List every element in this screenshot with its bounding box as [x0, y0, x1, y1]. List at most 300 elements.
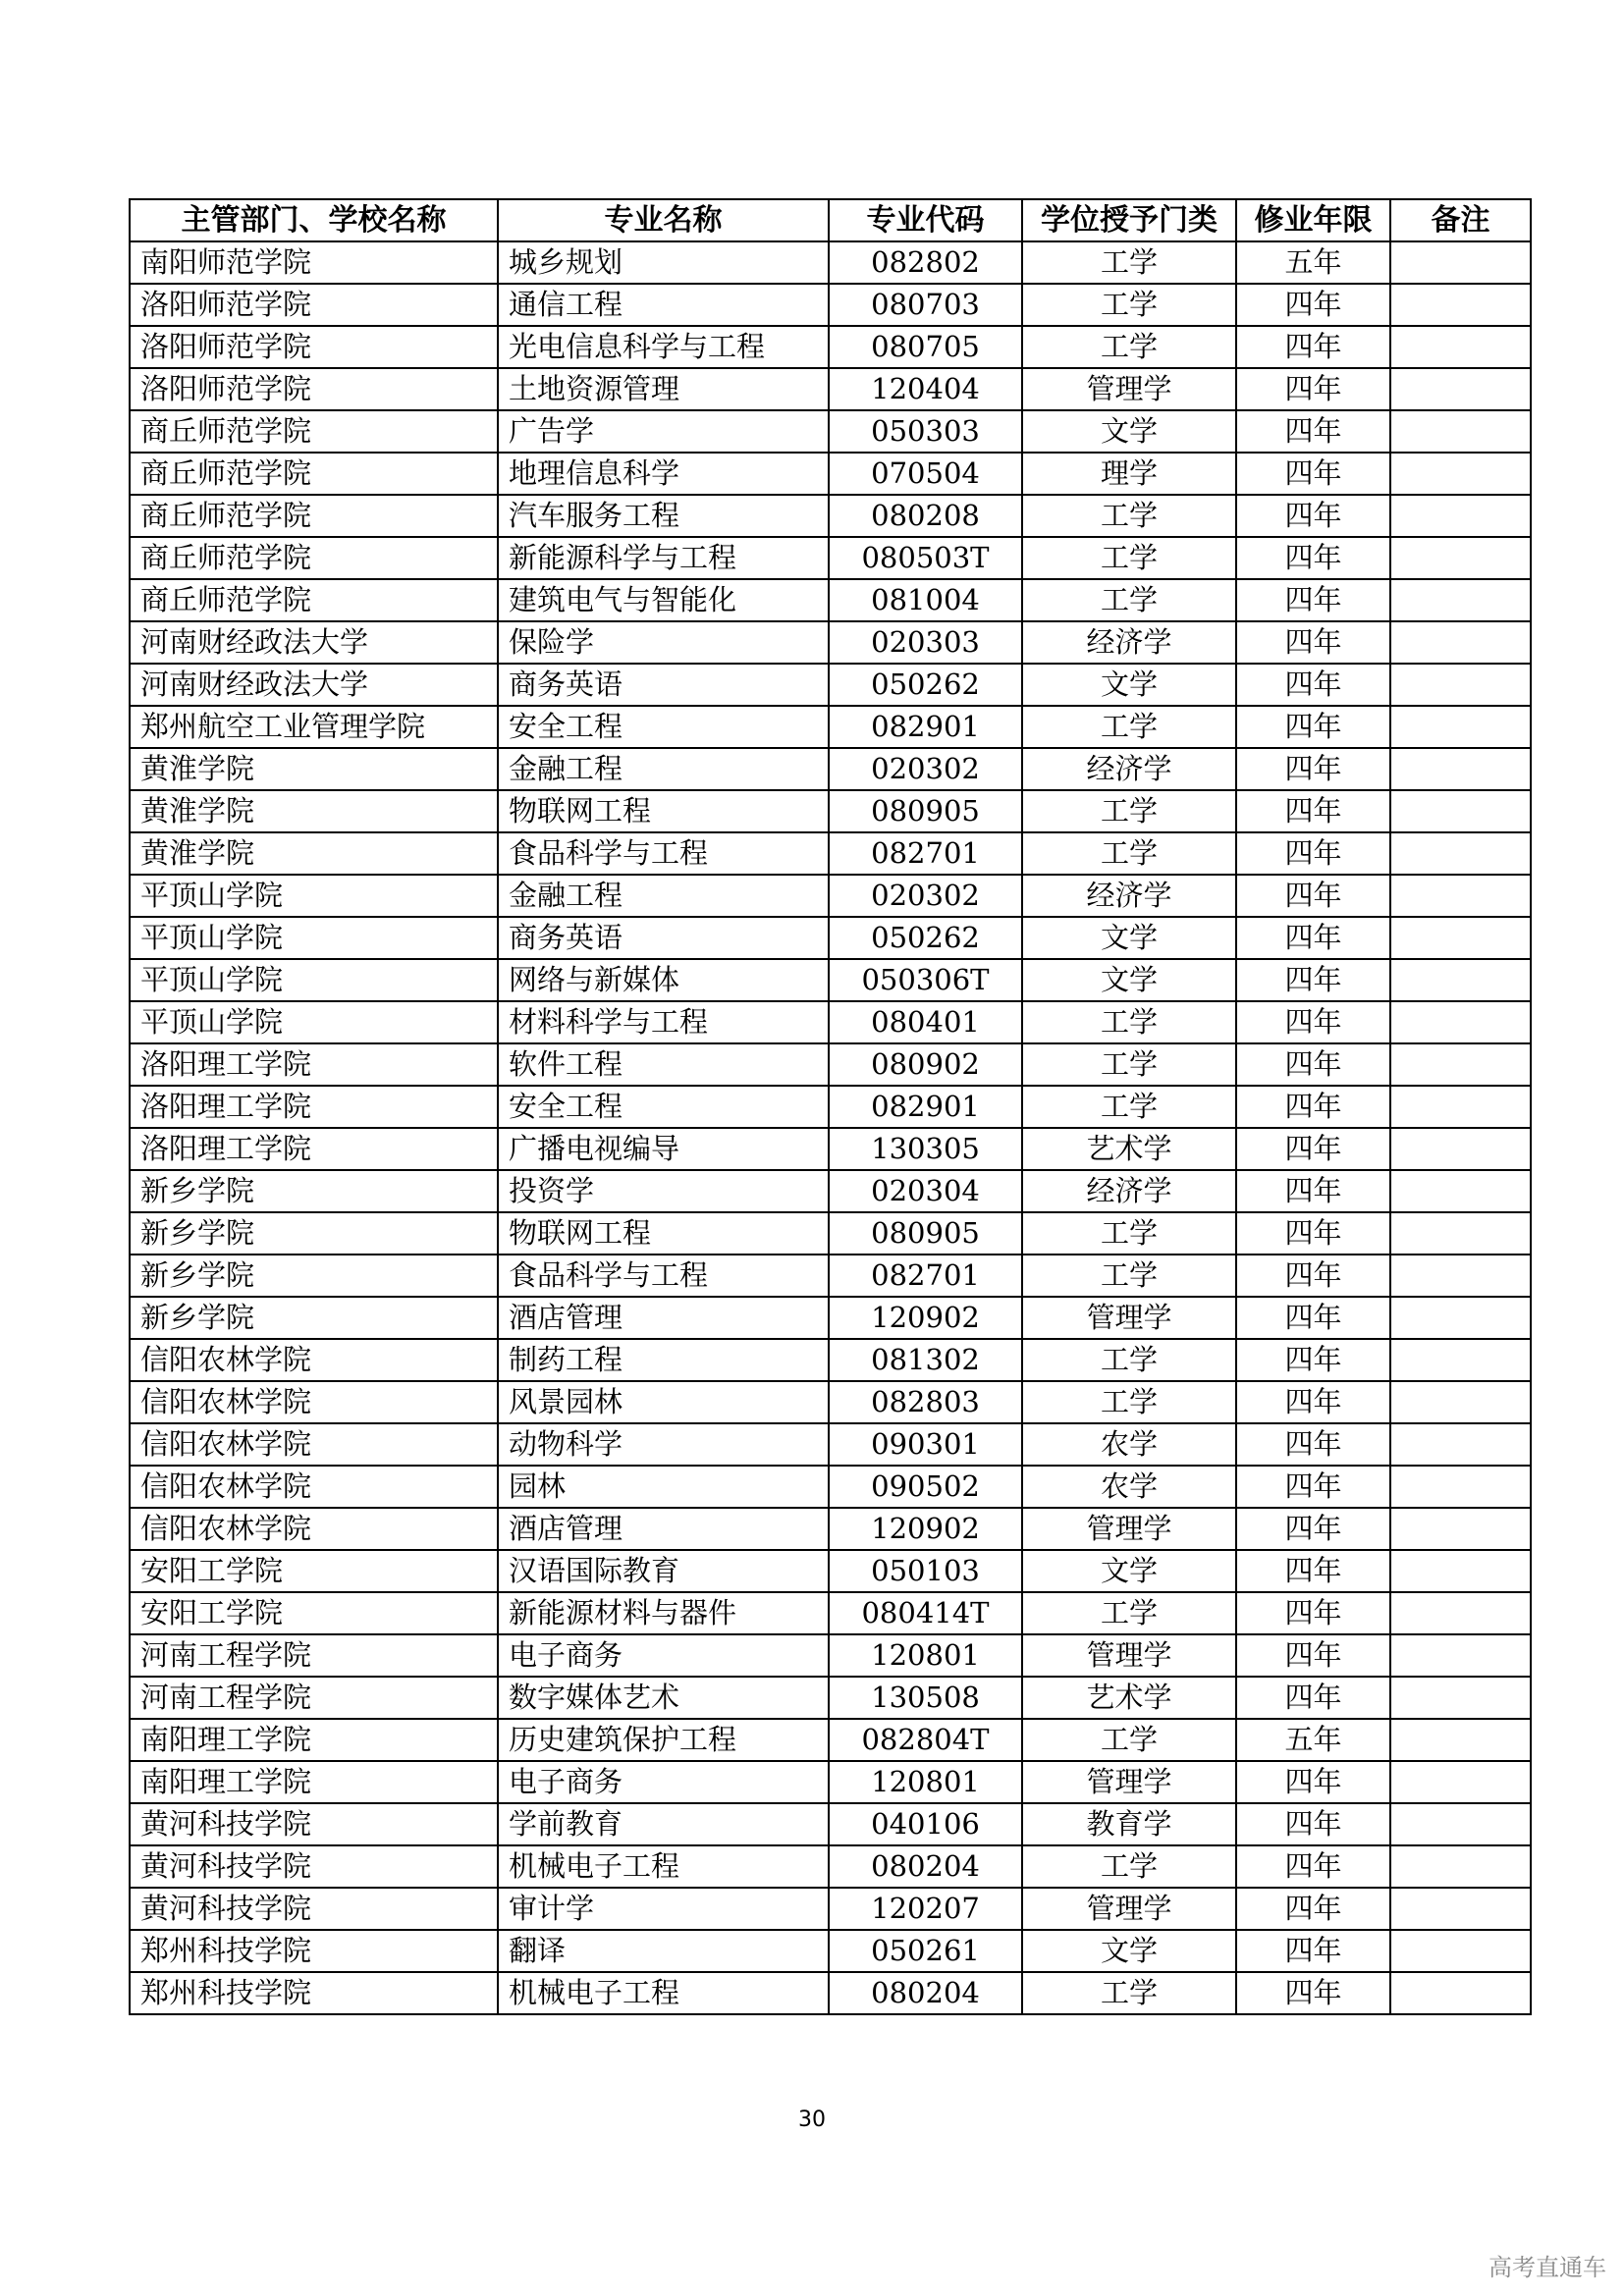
- cell-major-name: 食品科学与工程: [498, 1255, 829, 1297]
- cell-remarks: [1390, 1803, 1531, 1845]
- cell-remarks: [1390, 832, 1531, 875]
- cell-remarks: [1390, 1255, 1531, 1297]
- cell-school: 洛阳理工学院: [130, 1086, 498, 1128]
- cell-remarks: [1390, 241, 1531, 284]
- cell-remarks: [1390, 1972, 1531, 2014]
- cell-degree-category: 工学: [1022, 706, 1236, 748]
- cell-major-code: 081302: [829, 1339, 1022, 1381]
- cell-duration: 四年: [1236, 1634, 1390, 1677]
- col-header-remarks: 备注: [1390, 199, 1531, 241]
- cell-major-code: 080902: [829, 1043, 1022, 1086]
- cell-duration: 四年: [1236, 1381, 1390, 1423]
- cell-duration: 四年: [1236, 917, 1390, 959]
- cell-major-name: 商务英语: [498, 917, 829, 959]
- table-row: [130, 875, 1531, 917]
- cell-remarks: [1390, 1677, 1531, 1719]
- cell-degree-category: 农学: [1022, 1466, 1236, 1508]
- cell-remarks: [1390, 1212, 1531, 1255]
- cell-degree-category: 工学: [1022, 284, 1236, 326]
- table-row: [130, 410, 1531, 453]
- cell-major-name: 电子商务: [498, 1761, 829, 1803]
- cell-school: 河南财经政法大学: [130, 621, 498, 664]
- cell-remarks: [1390, 579, 1531, 621]
- table-row: [130, 1930, 1531, 1972]
- cell-degree-category: 工学: [1022, 1972, 1236, 2014]
- cell-remarks: [1390, 1339, 1531, 1381]
- cell-major-name: 物联网工程: [498, 1212, 829, 1255]
- table-row: [130, 1128, 1531, 1170]
- cell-degree-category: 工学: [1022, 1043, 1236, 1086]
- cell-school: 商丘师范学院: [130, 453, 498, 495]
- cell-school: 平顶山学院: [130, 917, 498, 959]
- cell-degree-category: 工学: [1022, 1212, 1236, 1255]
- cell-major-name: 酒店管理: [498, 1508, 829, 1550]
- table-row: [130, 1212, 1531, 1255]
- cell-duration: 四年: [1236, 664, 1390, 706]
- cell-school: 黄河科技学院: [130, 1803, 498, 1845]
- cell-major-code: 050261: [829, 1930, 1022, 1972]
- cell-duration: 四年: [1236, 1043, 1390, 1086]
- cell-major-name: 机械电子工程: [498, 1972, 829, 2014]
- table-row: [130, 917, 1531, 959]
- cell-duration: 四年: [1236, 1677, 1390, 1719]
- cell-degree-category: 工学: [1022, 1592, 1236, 1634]
- cell-major-name: 动物科学: [498, 1423, 829, 1466]
- cell-major-code: 082804T: [829, 1719, 1022, 1761]
- cell-remarks: [1390, 1930, 1531, 1972]
- table-row: [130, 579, 1531, 621]
- cell-duration: 四年: [1236, 1845, 1390, 1888]
- cell-degree-category: 工学: [1022, 1339, 1236, 1381]
- cell-remarks: [1390, 790, 1531, 832]
- cell-remarks: [1390, 1508, 1531, 1550]
- cell-major-code: 090301: [829, 1423, 1022, 1466]
- cell-school: 商丘师范学院: [130, 495, 498, 537]
- cell-major-code: 120902: [829, 1297, 1022, 1339]
- cell-remarks: [1390, 1550, 1531, 1592]
- cell-duration: 四年: [1236, 1212, 1390, 1255]
- cell-major-name: 新能源科学与工程: [498, 537, 829, 579]
- cell-duration: 四年: [1236, 1001, 1390, 1043]
- cell-school: 商丘师范学院: [130, 410, 498, 453]
- cell-major-code: 050262: [829, 664, 1022, 706]
- cell-remarks: [1390, 1001, 1531, 1043]
- table-row: [130, 1592, 1531, 1634]
- cell-major-code: 082701: [829, 832, 1022, 875]
- cell-major-code: 120207: [829, 1888, 1022, 1930]
- cell-degree-category: 管理学: [1022, 368, 1236, 410]
- cell-major-name: 商务英语: [498, 664, 829, 706]
- cell-major-code: 020303: [829, 621, 1022, 664]
- cell-major-code: 120801: [829, 1634, 1022, 1677]
- cell-major-name: 汉语国际教育: [498, 1550, 829, 1592]
- cell-duration: 四年: [1236, 1255, 1390, 1297]
- cell-duration: 四年: [1236, 748, 1390, 790]
- cell-major-code: 120404: [829, 368, 1022, 410]
- table-row: [130, 1508, 1531, 1550]
- cell-major-name: 酒店管理: [498, 1297, 829, 1339]
- cell-remarks: [1390, 1845, 1531, 1888]
- cell-degree-category: 文学: [1022, 1930, 1236, 1972]
- cell-major-code: 080905: [829, 1212, 1022, 1255]
- cell-major-code: 020302: [829, 748, 1022, 790]
- cell-duration: 四年: [1236, 1592, 1390, 1634]
- cell-major-code: 080503T: [829, 537, 1022, 579]
- cell-school: 河南工程学院: [130, 1677, 498, 1719]
- cell-school: 新乡学院: [130, 1170, 498, 1212]
- table-row: [130, 1466, 1531, 1508]
- cell-major-name: 网络与新媒体: [498, 959, 829, 1001]
- cell-duration: 五年: [1236, 1719, 1390, 1761]
- table-row: [130, 1086, 1531, 1128]
- col-header-degree-category: 学位授予门类: [1022, 199, 1236, 241]
- cell-degree-category: 经济学: [1022, 621, 1236, 664]
- majors-table: [129, 198, 1532, 2015]
- col-header-duration: 修业年限: [1236, 199, 1390, 241]
- cell-duration: 四年: [1236, 832, 1390, 875]
- table-row: [130, 537, 1531, 579]
- cell-duration: 四年: [1236, 1888, 1390, 1930]
- cell-degree-category: 工学: [1022, 1719, 1236, 1761]
- cell-major-name: 安全工程: [498, 706, 829, 748]
- table-row: [130, 706, 1531, 748]
- cell-degree-category: 管理学: [1022, 1634, 1236, 1677]
- cell-duration: 四年: [1236, 1339, 1390, 1381]
- watermark-text: 高考直通车: [1489, 2254, 1606, 2281]
- table-row: [130, 1297, 1531, 1339]
- cell-major-code: 080204: [829, 1972, 1022, 2014]
- cell-duration: 四年: [1236, 579, 1390, 621]
- cell-duration: 四年: [1236, 1803, 1390, 1845]
- cell-major-name: 食品科学与工程: [498, 832, 829, 875]
- table-row: [130, 748, 1531, 790]
- cell-remarks: [1390, 453, 1531, 495]
- cell-major-name: 光电信息科学与工程: [498, 326, 829, 368]
- cell-degree-category: 工学: [1022, 1381, 1236, 1423]
- cell-major-name: 园林: [498, 1466, 829, 1508]
- cell-school: 黄淮学院: [130, 832, 498, 875]
- cell-major-code: 080703: [829, 284, 1022, 326]
- cell-degree-category: 理学: [1022, 453, 1236, 495]
- cell-major-name: 审计学: [498, 1888, 829, 1930]
- cell-duration: 四年: [1236, 875, 1390, 917]
- cell-remarks: [1390, 537, 1531, 579]
- cell-major-code: 070504: [829, 453, 1022, 495]
- cell-duration: 四年: [1236, 410, 1390, 453]
- cell-remarks: [1390, 1423, 1531, 1466]
- cell-degree-category: 工学: [1022, 1845, 1236, 1888]
- cell-degree-category: 管理学: [1022, 1888, 1236, 1930]
- cell-duration: 四年: [1236, 1930, 1390, 1972]
- cell-duration: 四年: [1236, 1972, 1390, 2014]
- cell-school: 郑州科技学院: [130, 1972, 498, 2014]
- cell-degree-category: 文学: [1022, 917, 1236, 959]
- cell-duration: 四年: [1236, 1128, 1390, 1170]
- cell-remarks: [1390, 917, 1531, 959]
- cell-degree-category: 文学: [1022, 1550, 1236, 1592]
- cell-school: 信阳农林学院: [130, 1508, 498, 1550]
- cell-degree-category: 文学: [1022, 959, 1236, 1001]
- cell-major-name: 历史建筑保护工程: [498, 1719, 829, 1761]
- cell-major-code: 080204: [829, 1845, 1022, 1888]
- cell-school: 洛阳师范学院: [130, 284, 498, 326]
- cell-degree-category: 艺术学: [1022, 1128, 1236, 1170]
- cell-degree-category: 工学: [1022, 790, 1236, 832]
- cell-major-code: 090502: [829, 1466, 1022, 1508]
- cell-degree-category: 文学: [1022, 410, 1236, 453]
- cell-degree-category: 工学: [1022, 1255, 1236, 1297]
- cell-school: 信阳农林学院: [130, 1381, 498, 1423]
- cell-major-code: 080401: [829, 1001, 1022, 1043]
- cell-duration: 四年: [1236, 1170, 1390, 1212]
- table-row: [130, 453, 1531, 495]
- cell-major-name: 地理信息科学: [498, 453, 829, 495]
- cell-major-code: 050103: [829, 1550, 1022, 1592]
- cell-remarks: [1390, 875, 1531, 917]
- cell-degree-category: 工学: [1022, 495, 1236, 537]
- table-row: [130, 1888, 1531, 1930]
- cell-degree-category: 工学: [1022, 1001, 1236, 1043]
- cell-remarks: [1390, 1592, 1531, 1634]
- cell-duration: 四年: [1236, 1550, 1390, 1592]
- cell-major-name: 通信工程: [498, 284, 829, 326]
- cell-school: 信阳农林学院: [130, 1339, 498, 1381]
- cell-remarks: [1390, 1086, 1531, 1128]
- cell-major-code: 080705: [829, 326, 1022, 368]
- cell-major-code: 082901: [829, 706, 1022, 748]
- cell-school: 黄河科技学院: [130, 1845, 498, 1888]
- cell-school: 商丘师范学院: [130, 537, 498, 579]
- table-row: [130, 1170, 1531, 1212]
- table-row: [130, 1761, 1531, 1803]
- cell-major-code: 120902: [829, 1508, 1022, 1550]
- cell-duration: 四年: [1236, 1508, 1390, 1550]
- table-row: [130, 1001, 1531, 1043]
- cell-remarks: [1390, 706, 1531, 748]
- cell-school: 洛阳理工学院: [130, 1128, 498, 1170]
- cell-major-name: 汽车服务工程: [498, 495, 829, 537]
- table-row: [130, 1719, 1531, 1761]
- cell-school: 洛阳理工学院: [130, 1043, 498, 1086]
- table-body: [130, 241, 1531, 2014]
- cell-remarks: [1390, 748, 1531, 790]
- cell-remarks: [1390, 495, 1531, 537]
- cell-major-name: 翻译: [498, 1930, 829, 1972]
- cell-school: 洛阳师范学院: [130, 326, 498, 368]
- cell-school: 商丘师范学院: [130, 579, 498, 621]
- cell-school: 河南工程学院: [130, 1634, 498, 1677]
- cell-duration: 五年: [1236, 241, 1390, 284]
- cell-remarks: [1390, 326, 1531, 368]
- cell-duration: 四年: [1236, 1761, 1390, 1803]
- cell-duration: 四年: [1236, 1297, 1390, 1339]
- cell-degree-category: 经济学: [1022, 875, 1236, 917]
- cell-remarks: [1390, 1634, 1531, 1677]
- col-header-major-name: 专业名称: [498, 199, 829, 241]
- table-row: [130, 1803, 1531, 1845]
- cell-degree-category: 工学: [1022, 241, 1236, 284]
- cell-school: 信阳农林学院: [130, 1423, 498, 1466]
- cell-major-name: 软件工程: [498, 1043, 829, 1086]
- table-row: [130, 1972, 1531, 2014]
- table-row: [130, 1339, 1531, 1381]
- cell-major-name: 广告学: [498, 410, 829, 453]
- cell-degree-category: 经济学: [1022, 748, 1236, 790]
- cell-remarks: [1390, 1297, 1531, 1339]
- cell-school: 新乡学院: [130, 1212, 498, 1255]
- cell-degree-category: 工学: [1022, 1086, 1236, 1128]
- cell-major-name: 金融工程: [498, 748, 829, 790]
- cell-major-code: 082803: [829, 1381, 1022, 1423]
- cell-remarks: [1390, 1170, 1531, 1212]
- cell-duration: 四年: [1236, 790, 1390, 832]
- cell-major-name: 广播电视编导: [498, 1128, 829, 1170]
- cell-school: 新乡学院: [130, 1255, 498, 1297]
- table-row: [130, 832, 1531, 875]
- cell-school: 南阳理工学院: [130, 1761, 498, 1803]
- cell-major-name: 机械电子工程: [498, 1845, 829, 1888]
- cell-duration: 四年: [1236, 706, 1390, 748]
- cell-major-name: 电子商务: [498, 1634, 829, 1677]
- cell-duration: 四年: [1236, 368, 1390, 410]
- table-row: [130, 621, 1531, 664]
- cell-school: 平顶山学院: [130, 959, 498, 1001]
- cell-degree-category: 经济学: [1022, 1170, 1236, 1212]
- cell-major-name: 金融工程: [498, 875, 829, 917]
- table-header-row: [130, 199, 1531, 241]
- cell-duration: 四年: [1236, 1466, 1390, 1508]
- cell-major-code: 081004: [829, 579, 1022, 621]
- cell-degree-category: 管理学: [1022, 1761, 1236, 1803]
- cell-school: 郑州航空工业管理学院: [130, 706, 498, 748]
- cell-degree-category: 工学: [1022, 537, 1236, 579]
- cell-major-name: 物联网工程: [498, 790, 829, 832]
- cell-major-name: 投资学: [498, 1170, 829, 1212]
- cell-remarks: [1390, 1719, 1531, 1761]
- cell-duration: 四年: [1236, 1086, 1390, 1128]
- cell-major-name: 风景园林: [498, 1381, 829, 1423]
- cell-major-code: 130508: [829, 1677, 1022, 1719]
- cell-school: 平顶山学院: [130, 1001, 498, 1043]
- cell-duration: 四年: [1236, 959, 1390, 1001]
- cell-degree-category: 管理学: [1022, 1297, 1236, 1339]
- table-row: [130, 790, 1531, 832]
- cell-major-code: 040106: [829, 1803, 1022, 1845]
- cell-major-name: 土地资源管理: [498, 368, 829, 410]
- table-row: [130, 1043, 1531, 1086]
- cell-major-name: 城乡规划: [498, 241, 829, 284]
- table-row: [130, 1634, 1531, 1677]
- cell-duration: 四年: [1236, 537, 1390, 579]
- cell-remarks: [1390, 284, 1531, 326]
- cell-major-name: 学前教育: [498, 1803, 829, 1845]
- cell-major-code: 082901: [829, 1086, 1022, 1128]
- table-row: [130, 1677, 1531, 1719]
- cell-major-name: 数字媒体艺术: [498, 1677, 829, 1719]
- cell-school: 新乡学院: [130, 1297, 498, 1339]
- cell-school: 郑州科技学院: [130, 1930, 498, 1972]
- cell-duration: 四年: [1236, 1423, 1390, 1466]
- cell-major-code: 082802: [829, 241, 1022, 284]
- cell-remarks: [1390, 1381, 1531, 1423]
- cell-school: 黄淮学院: [130, 790, 498, 832]
- table-row: [130, 1423, 1531, 1466]
- col-header-major-code: 专业代码: [829, 199, 1022, 241]
- cell-remarks: [1390, 664, 1531, 706]
- cell-school: 黄河科技学院: [130, 1888, 498, 1930]
- table-row: [130, 241, 1531, 284]
- cell-school: 黄淮学院: [130, 748, 498, 790]
- table-row: [130, 284, 1531, 326]
- cell-school: 南阳师范学院: [130, 241, 498, 284]
- cell-major-code: 020304: [829, 1170, 1022, 1212]
- cell-remarks: [1390, 368, 1531, 410]
- cell-duration: 四年: [1236, 495, 1390, 537]
- cell-major-name: 材料科学与工程: [498, 1001, 829, 1043]
- col-header-school: 主管部门、学校名称: [130, 199, 498, 241]
- cell-major-name: 建筑电气与智能化: [498, 579, 829, 621]
- cell-duration: 四年: [1236, 453, 1390, 495]
- table-row: [130, 368, 1531, 410]
- cell-major-code: 050303: [829, 410, 1022, 453]
- table-row: [130, 1381, 1531, 1423]
- cell-major-code: 082701: [829, 1255, 1022, 1297]
- cell-major-name: 保险学: [498, 621, 829, 664]
- cell-school: 南阳理工学院: [130, 1719, 498, 1761]
- cell-major-code: 050306T: [829, 959, 1022, 1001]
- cell-remarks: [1390, 1466, 1531, 1508]
- cell-degree-category: 教育学: [1022, 1803, 1236, 1845]
- cell-remarks: [1390, 410, 1531, 453]
- cell-major-name: 制药工程: [498, 1339, 829, 1381]
- cell-school: 安阳工学院: [130, 1592, 498, 1634]
- table-row: [130, 495, 1531, 537]
- table-row: [130, 326, 1531, 368]
- cell-remarks: [1390, 959, 1531, 1001]
- table-row: [130, 1550, 1531, 1592]
- table-row: [130, 959, 1531, 1001]
- cell-remarks: [1390, 1761, 1531, 1803]
- cell-major-code: 050262: [829, 917, 1022, 959]
- cell-major-code: 080208: [829, 495, 1022, 537]
- cell-school: 信阳农林学院: [130, 1466, 498, 1508]
- cell-remarks: [1390, 1888, 1531, 1930]
- cell-major-code: 130305: [829, 1128, 1022, 1170]
- cell-degree-category: 工学: [1022, 579, 1236, 621]
- cell-duration: 四年: [1236, 326, 1390, 368]
- cell-degree-category: 艺术学: [1022, 1677, 1236, 1719]
- page-number: 30: [798, 2108, 826, 2132]
- cell-degree-category: 工学: [1022, 326, 1236, 368]
- cell-school: 洛阳师范学院: [130, 368, 498, 410]
- cell-remarks: [1390, 1043, 1531, 1086]
- table-row: [130, 664, 1531, 706]
- cell-duration: 四年: [1236, 284, 1390, 326]
- cell-school: 河南财经政法大学: [130, 664, 498, 706]
- cell-major-code: 080905: [829, 790, 1022, 832]
- cell-major-code: 120801: [829, 1761, 1022, 1803]
- cell-school: 安阳工学院: [130, 1550, 498, 1592]
- cell-major-code: 080414T: [829, 1592, 1022, 1634]
- cell-major-name: 新能源材料与器件: [498, 1592, 829, 1634]
- cell-degree-category: 文学: [1022, 664, 1236, 706]
- cell-major-code: 020302: [829, 875, 1022, 917]
- cell-remarks: [1390, 621, 1531, 664]
- cell-major-name: 安全工程: [498, 1086, 829, 1128]
- table-row: [130, 1845, 1531, 1888]
- cell-degree-category: 管理学: [1022, 1508, 1236, 1550]
- cell-duration: 四年: [1236, 621, 1390, 664]
